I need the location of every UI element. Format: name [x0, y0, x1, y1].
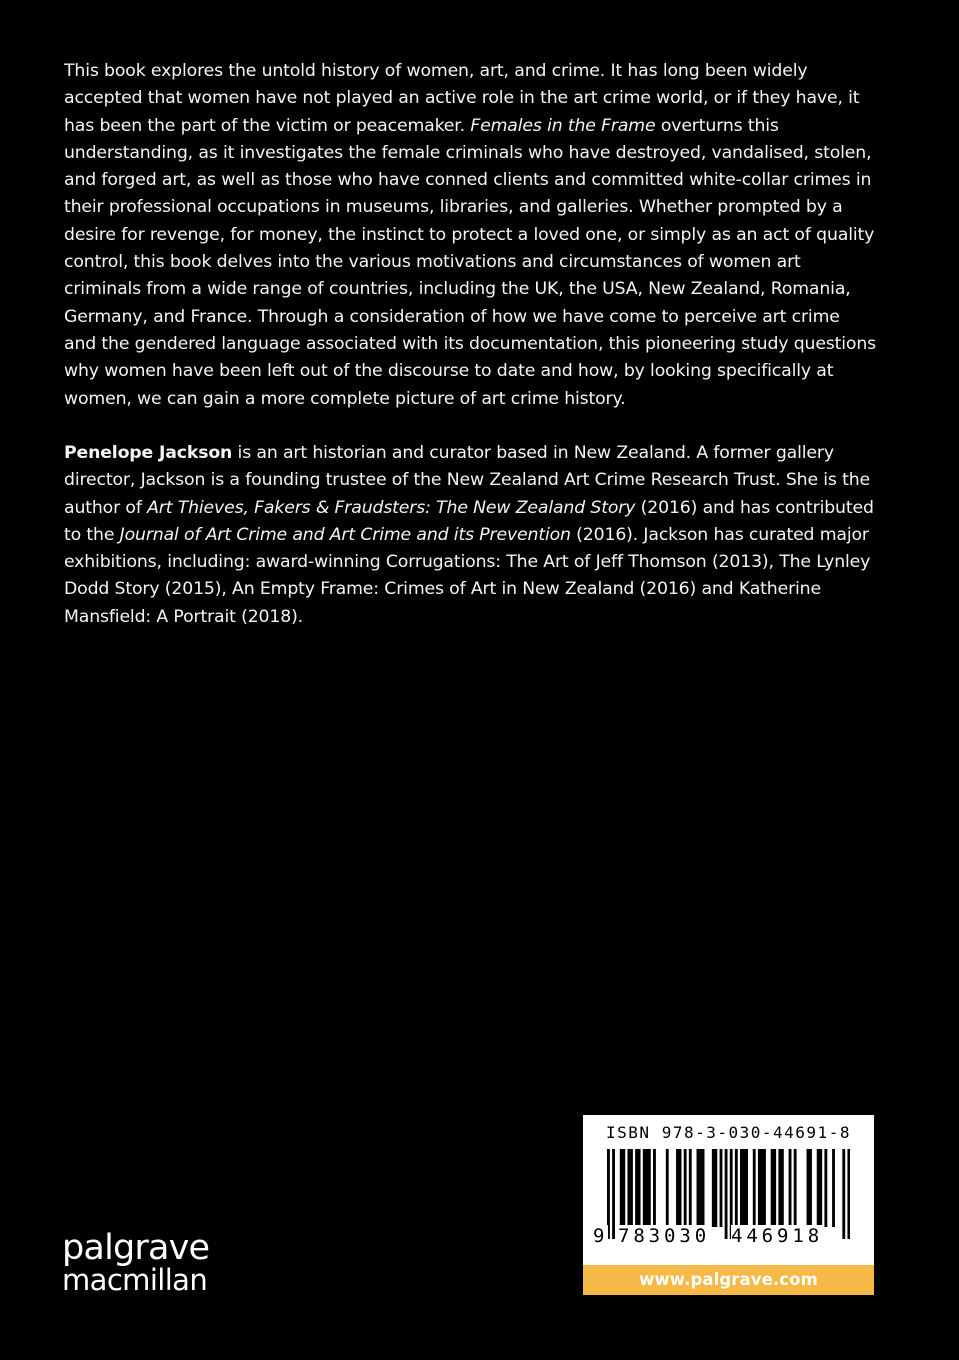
barcode-first-digit: 9 — [593, 1225, 609, 1247]
bio-text-part-1: is an art historian and curator based in New Zealand. A former gallery director, Jackson is a founding trustee of the New Zealand Art Crime Research Trust. She is the author of — [64, 443, 871, 518]
author-name: Penelope Jackson — [64, 443, 233, 463]
author-bio — [64, 440, 876, 631]
isbn-barcode-panel — [583, 1115, 874, 1265]
journal-title: Journal of Art Crime and Art Crime and its Prevention — [119, 524, 571, 545]
publisher-logo — [62, 1228, 210, 1297]
description-text-part-1: This book explores the untold history of women, art, and crime. It has long been widely accepted that women have not played an active role in the art crime world, or if they have, it has been the part of the victim or peacemaker. — [64, 61, 860, 136]
publisher-logo-line-1: palgrave — [62, 1228, 210, 1268]
barcode-left-group: 783030 — [618, 1225, 711, 1247]
isbn-label: ISBN 978-3-030-44691-8 — [606, 1123, 851, 1142]
bio-text-part-3: (2016). Jackson has curated major exhibitions, including: award-winning Corrugations: The Art of Jeff Thomson (2013), The Lynley Dodd Story (2015), An Empty Frame: Crimes of Art in New Zealand (2016) and Katherine Mansfield: A Portrait (2018). — [64, 524, 871, 627]
book-title-italic: Females in the Frame — [470, 115, 656, 136]
publisher-website[interactable]: www.palgrave.com — [583, 1265, 874, 1295]
prior-book-title: Art Thieves, Fakers & Fraudsters: The New Zealand Story — [147, 497, 636, 518]
book-description — [64, 58, 876, 413]
barcode-right-group: 446918 — [731, 1225, 824, 1247]
bio-text-part-2: (2016) and has contributed to the — [64, 497, 874, 545]
publisher-logo-line-2: macmillan — [62, 1263, 208, 1297]
description-text-part-2: overturns this understanding, as it investigates the female criminals who have destroyed, vandalised, stolen, and forged art, as well as those who have conned clients and committed white-collar crimes in their professional occupations in museums, libraries, and galleries. Whether prompted by a desire for revenge, for money, the instinct to protect a loved one, or simply as an act of quality control, this book delves into the various motivations and circumstances of women art criminals from a wide range of countries, including the UK, the USA, New Zealand, Romania, Germany, and France. Through a consideration of how we have come to perceive art crime and the gendered language associated with its documentation, this pioneering study questions why women have been left out of the discourse to date and how, by looking specifically at women, we can gain a more complete picture of art crime history. — [64, 115, 877, 409]
